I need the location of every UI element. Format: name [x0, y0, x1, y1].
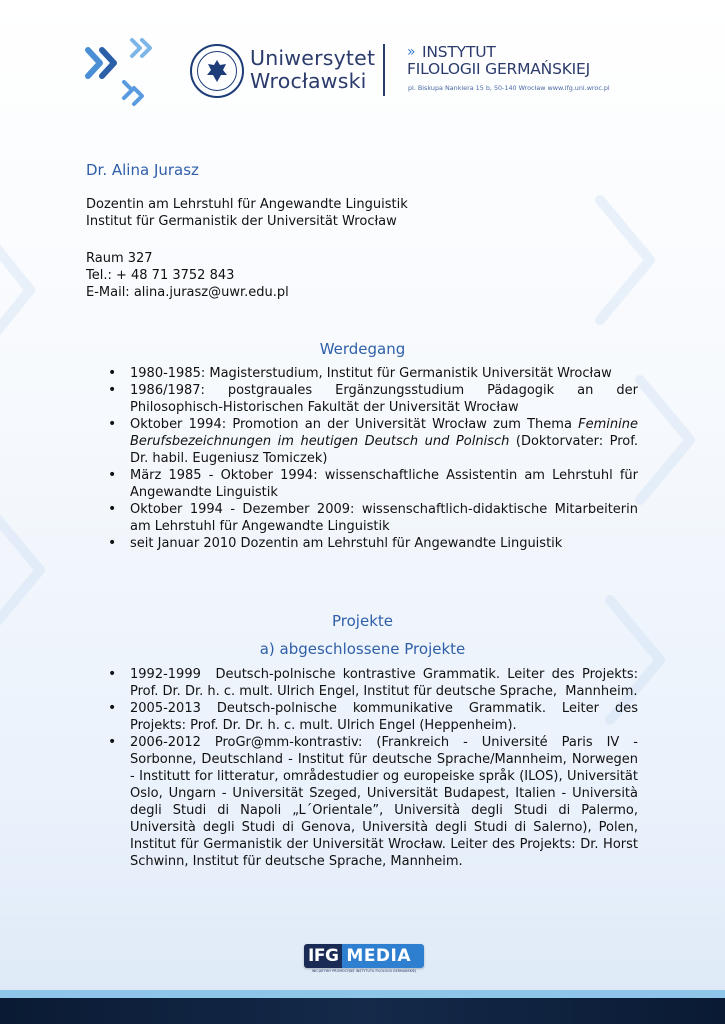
list-item: • 1986/1987: postgrauales Ergänzungsstudium Pädagogik an der Philosophisch-Historischen Fakultät der Universität Wrocław — [104, 382, 638, 416]
list-item-text: Oktober 1994: Promotion an der Universität Wrocław zum Thema — [130, 417, 579, 432]
list-item: • 2005-2013 Deutsch-polnische kommunikative Grammatik. Leiter des Projekts: Prof. Dr. Dr. h. c. mult. Ulrich Engel (Heppenheim). — [104, 700, 638, 734]
university-seal-icon — [190, 44, 244, 98]
institute-arrows-icon: » — [407, 44, 416, 60]
projekte-list — [104, 666, 643, 870]
list-item: • 2006-2012 ProGr@mm-kontrastiv: (Frankreich - Université Paris IV - Sorbonne, Deutschland - Institut für deutsche Sprache/Mannheim, Norwegen - Institutt for litteratur, områdestudier og europeiske språk (ILOS), Universität Oslo, Ungarn - Universität Szeged, Universität Budapest, Italien - Università degli Studi di Napoli „L´Orientale”, Università degli Studi di Palermo, Università degli Studi di Genova, Università degli Studi di Salerno), Polen, Institut für Germanistik der Universität Wrocław. Leiter des Projekts: Dr. Horst Schwinn, Institut für deutsche Sprache, Mannheim. — [104, 734, 638, 870]
list-item: • seit Januar 2010 Dozentin am Lehrstuhl für Angewandte Linguistik — [104, 535, 638, 552]
letterhead — [0, 0, 725, 120]
list-item-text: (Doktorvater: Prof. Dr. habil. Eugeniusz Tomiczek) — [130, 434, 638, 466]
footer-band-light — [0, 990, 725, 998]
logo-tagline: INICJATYWY PROMOCYJNE INSTYTUTU FILOLOGII GERMAŃSKIEJ — [311, 969, 417, 973]
list-item: • März 1985 - Oktober 1994: wissenschaftliche Assistentin am Lehrstuhl für Angewandte Linguistik — [104, 467, 638, 501]
contact-block — [86, 250, 289, 301]
logo-media-text: MEDIA — [342, 944, 424, 968]
section-title-projekte: Projekte — [332, 612, 393, 630]
institute-name-line1: INSTYTUT — [422, 43, 496, 61]
section-title-werdegang: Werdegang — [319, 340, 406, 358]
list-item: • 1980-1985: Magisterstudium, Institut für Germanistik Universität Wrocław — [104, 365, 638, 382]
position-line: Dozentin am Lehrstuhl für Angewandte Linguistik — [86, 197, 408, 212]
werdegang-list — [104, 365, 638, 552]
list-item — [104, 416, 638, 467]
dissertation-title: Feminine Berufsbezeichnungen im heutigen Deutsch und Polnisch — [130, 417, 638, 449]
room-number: Raum 327 — [86, 251, 153, 266]
university-name-line2: Wrocławski — [250, 69, 367, 93]
institute-line: Institut für Germanistik der Universität Wrocław — [86, 214, 397, 229]
list-item: • Oktober 1994 - Dezember 2009: wissenschaftlich-didaktische Mitarbeiterin am Lehrstuhl für Angewandte Linguistik — [104, 501, 638, 535]
ifg-media-logo — [304, 944, 424, 974]
university-name-line1: Uniwersytet — [250, 46, 376, 70]
university-name — [250, 47, 375, 93]
footer-band-dark — [0, 998, 725, 1024]
institute-address: pl. Biskupa Nankiera 15 b, 50-140 Wrocław www.ifg.uni.wroc.pl — [408, 84, 610, 92]
position-block — [86, 196, 408, 230]
header-divider — [383, 44, 385, 96]
chevrons-logo-icon — [82, 36, 160, 110]
person-name: Dr. Alina Jurasz — [86, 161, 199, 179]
logo-ifg-text: IFG — [304, 944, 342, 968]
institute-name-line2: FILOLOGII GERMAŃSKIEJ — [407, 60, 591, 78]
subsection-title-abgeschlossene-projekte: a) abgeschlossene Projekte — [259, 640, 466, 658]
phone-number: Tel.: + 48 71 3752 843 — [86, 268, 235, 283]
email-address[interactable]: E-Mail: alina.jurasz@uwr.edu.pl — [86, 285, 289, 300]
list-item: • 1992-1999 Deutsch-polnische kontrastive Grammatik. Leiter des Projekts: Prof. Dr. Dr. h. c. mult. Ulrich Engel, Institut für deutsche Sprache, Mannheim. — [104, 666, 638, 700]
